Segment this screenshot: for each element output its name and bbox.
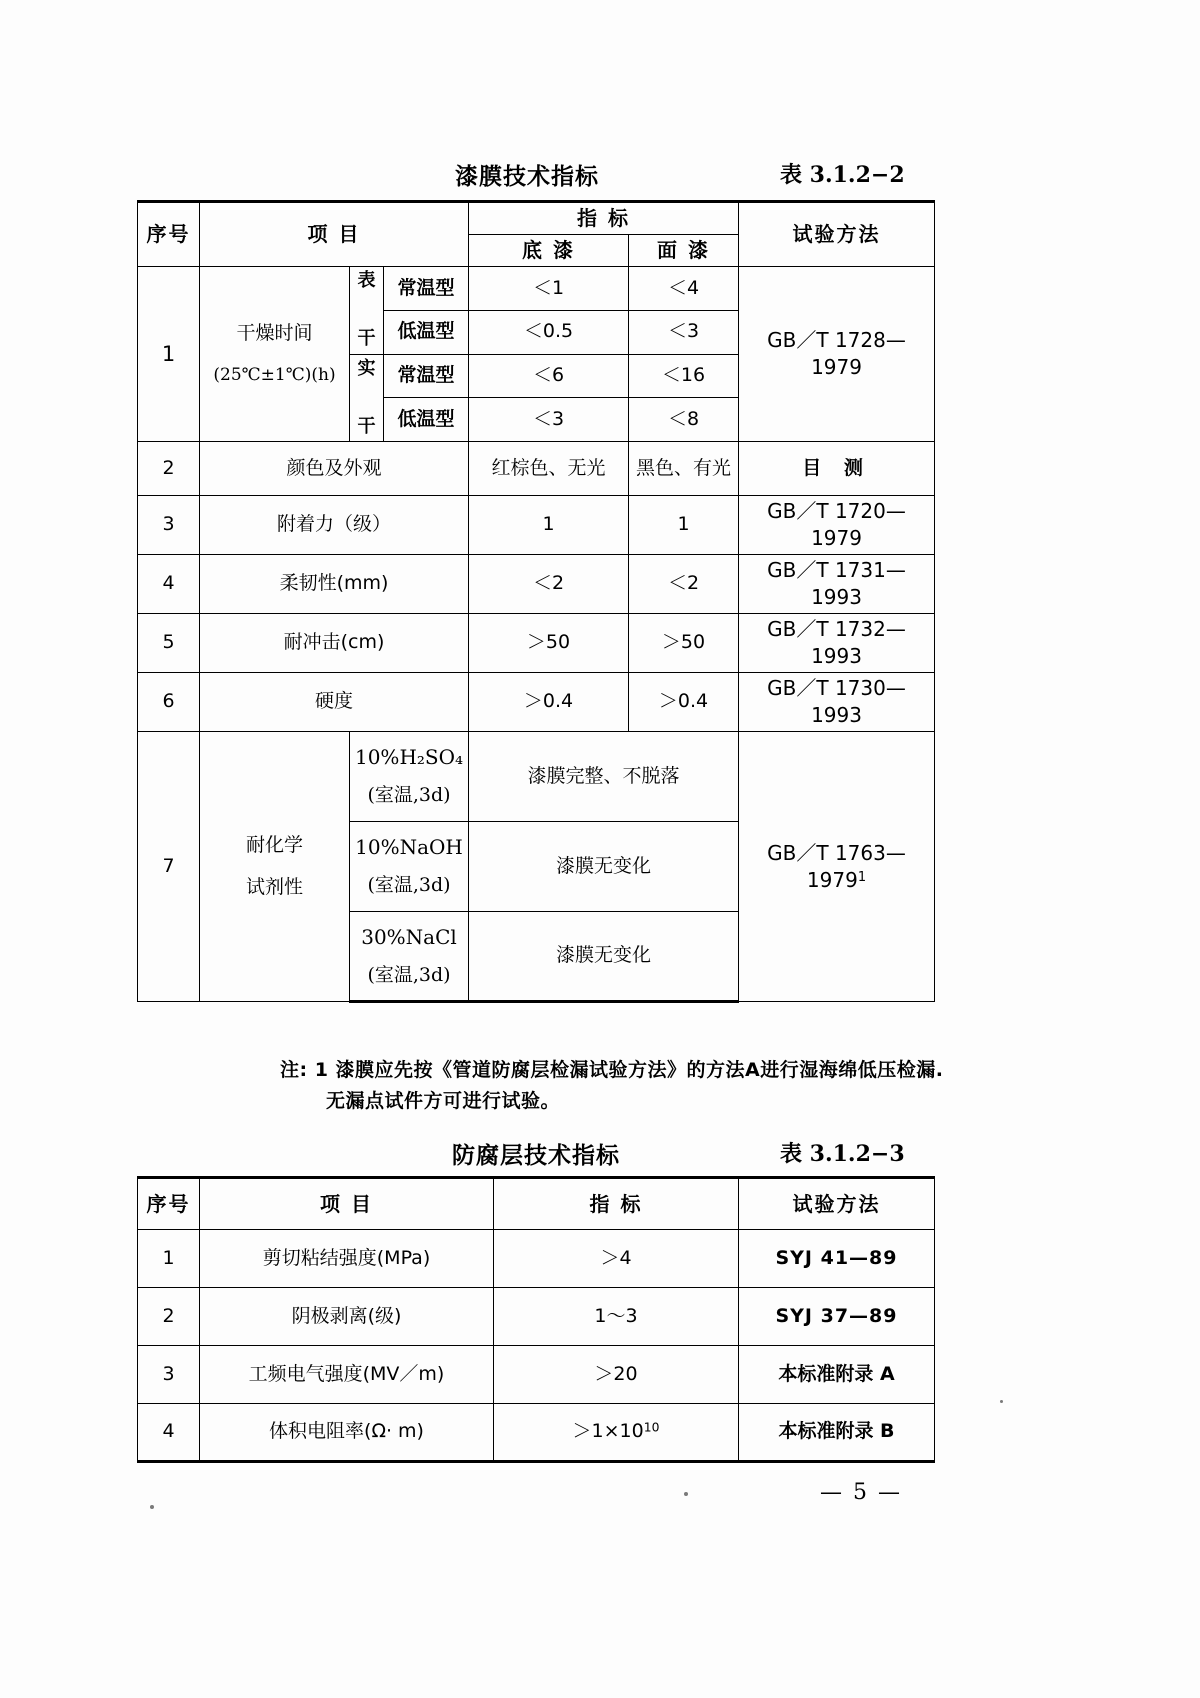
row1-seq: 1 [138,267,200,442]
table-row-6 [138,673,935,732]
table2-header-row [138,1178,935,1230]
footnote-line1: 注: 1 漆膜应先按《管道防腐层检漏试验方法》的方法A进行湿海绵低压检漏. [280,1059,944,1081]
t2-row1-seq: 1 [138,1230,200,1288]
row6-primer: ＞0.4 [469,673,629,732]
scan-speck [150,1505,154,1509]
th-topcoat: 面 漆 [629,235,739,267]
row7-reagent1-line1: 10%H₂SO₄ [354,745,464,770]
t2-th-index: 指 标 [494,1178,739,1230]
t2-row1-method: SYJ 41—89 [739,1230,935,1288]
row1-item-line2: (25℃±1℃)(h) [213,365,336,386]
row1-sub4-name: 低温型 [384,398,469,442]
row7-value-1: 漆膜完整、不脱落 [469,732,739,822]
row6-seq: 6 [138,673,200,732]
th-primer: 底 漆 [469,235,629,267]
row6-item: 硬度 [200,673,469,732]
row2-seq: 2 [138,442,200,496]
t2-row3-index: ＞20 [494,1346,739,1404]
row1-group-char3: 实 [357,357,376,379]
row4-seq: 4 [138,555,200,614]
row1-sub1-name: 常温型 [384,267,469,311]
row5-seq: 5 [138,614,200,673]
row7-reagent-2 [350,822,469,912]
table1-title: 漆膜技术指标 [455,164,599,190]
row1-method: GB／T 1728—1979 [739,267,935,442]
t2-row1-item: 剪切粘结强度(MPa) [200,1230,494,1288]
page-number: — 5 — [820,1480,902,1505]
row6-method: GB／T 1730—1993 [739,673,935,732]
table2-caption-row [452,1137,620,1170]
row1-group-actual-dry [350,354,384,442]
table1-number-row [780,158,905,189]
t2-row3-seq: 3 [138,1346,200,1404]
row1-sub4-topcoat: ＜8 [629,398,739,442]
t2-row2-seq: 2 [138,1288,200,1346]
table-row-7a [138,732,935,822]
row3-primer: 1 [469,496,629,555]
row7-reagent3-line1: 30%NaCl [361,924,457,949]
table2-number: 表 3.1.2−3 [780,1141,905,1167]
table1-caption-row [455,158,599,191]
th-seq: 序号 [138,202,200,267]
t2-row2-index: 1～3 [494,1288,739,1346]
th-method: 试验方法 [739,202,935,267]
row5-topcoat: ＞50 [629,614,739,673]
row7-reagent-1 [350,732,469,822]
row1-item-line1: 干燥时间 [236,321,313,344]
row1-sub1-topcoat: ＜4 [629,267,739,311]
row1-group-surface-dry [350,267,384,355]
table2-title: 防腐层技术指标 [452,1143,620,1169]
row1-sub4-primer: ＜3 [469,398,629,442]
table2-row-2 [138,1288,935,1346]
row5-method: GB／T 1732—1993 [739,614,935,673]
t2-row4-item: 体积电阻率(Ω· m) [200,1404,494,1462]
row7-reagent1-line2: (室温,3d) [367,784,451,807]
table-row-1a [138,267,935,311]
row7-method-footnote-marker: 1 [857,869,867,885]
table1-footnote [280,1055,980,1118]
row1-group-char1: 表 [357,270,376,291]
t2-row4-index-exponent: 10 [643,1420,660,1435]
t2-row4-index-base: 10 [619,1420,644,1443]
t2-row4-method: 本标准附录 B [739,1404,935,1462]
row7-item [200,732,350,1002]
row2-method: 目 测 [739,442,935,496]
row2-primer: 红棕色、无光 [469,442,629,496]
scan-speck [1000,1400,1003,1403]
table2-row-1 [138,1230,935,1288]
row7-reagent-3 [350,912,469,1002]
t2-row2-method: SYJ 37—89 [739,1288,935,1346]
row3-method: GB／T 1720—1979 [739,496,935,555]
footnote-line2: 无漏点试件方可进行试验。 [326,1090,561,1113]
t2-row4-index [494,1404,739,1462]
row7-method-text: GB／T 1763—1979 [767,840,906,892]
t2-row2-item: 阴极剥离(级) [200,1288,494,1346]
row1-sub2-primer: ＜0.5 [469,310,629,354]
t2-row4-index-prefix: ＞1× [572,1420,620,1443]
row1-item [200,267,350,442]
row1-sub3-topcoat: ＜16 [629,354,739,398]
paint-film-technical-index-table [137,200,935,1003]
row4-primer: ＜2 [469,555,629,614]
row3-topcoat: 1 [629,496,739,555]
row1-group-char4: 干 [357,415,376,437]
row1-sub2-topcoat: ＜3 [629,310,739,354]
row7-reagent2-line2: (室温,3d) [367,874,451,897]
row6-topcoat: ＞0.4 [629,673,739,732]
table-row-2 [138,442,935,496]
row1-group-char2: 干 [357,328,376,350]
row7-item-line2: 试剂性 [245,875,303,898]
anticorrosion-layer-technical-index-table [137,1176,935,1463]
table2-number-row [780,1137,905,1168]
row7-reagent3-line2: (室温,3d) [367,963,451,986]
table1-header-row-1 [138,202,935,235]
table2-row-3 [138,1346,935,1404]
row7-seq: 7 [138,732,200,1002]
row1-sub3-primer: ＜6 [469,354,629,398]
table2-row-4 [138,1404,935,1462]
t2-row3-item: 工频电气强度(MV／m) [200,1346,494,1404]
table-row-5 [138,614,935,673]
row4-item: 柔韧性(mm) [200,555,469,614]
t2-row3-method: 本标准附录 A [739,1346,935,1404]
row3-item: 附着力（级） [200,496,469,555]
th-item: 项 目 [200,202,469,267]
table1-number: 表 3.1.2−2 [780,162,905,188]
t2-th-seq: 序号 [138,1178,200,1230]
row5-item: 耐冲击(cm) [200,614,469,673]
th-index: 指 标 [469,202,739,235]
row7-value-2: 漆膜无变化 [469,822,739,912]
scan-speck [684,1492,688,1496]
table-row-3 [138,496,935,555]
row2-item: 颜色及外观 [200,442,469,496]
row4-method: GB／T 1731—1993 [739,555,935,614]
row4-topcoat: ＜2 [629,555,739,614]
t2-th-method: 试验方法 [739,1178,935,1230]
row5-primer: ＞50 [469,614,629,673]
row7-value-3: 漆膜无变化 [469,912,739,1002]
row7-item-line1: 耐化学 [245,834,303,857]
row1-sub1-primer: ＜1 [469,267,629,311]
t2-row1-index: ＞4 [494,1230,739,1288]
t2-row4-seq: 4 [138,1404,200,1462]
row7-reagent2-line1: 10%NaOH [355,835,463,860]
row7-method [739,732,935,1002]
table-row-4 [138,555,935,614]
row1-sub2-name: 低温型 [384,310,469,354]
row2-topcoat: 黑色、有光 [629,442,739,496]
row1-sub3-name: 常温型 [384,354,469,398]
row3-seq: 3 [138,496,200,555]
t2-th-item: 项 目 [200,1178,494,1230]
